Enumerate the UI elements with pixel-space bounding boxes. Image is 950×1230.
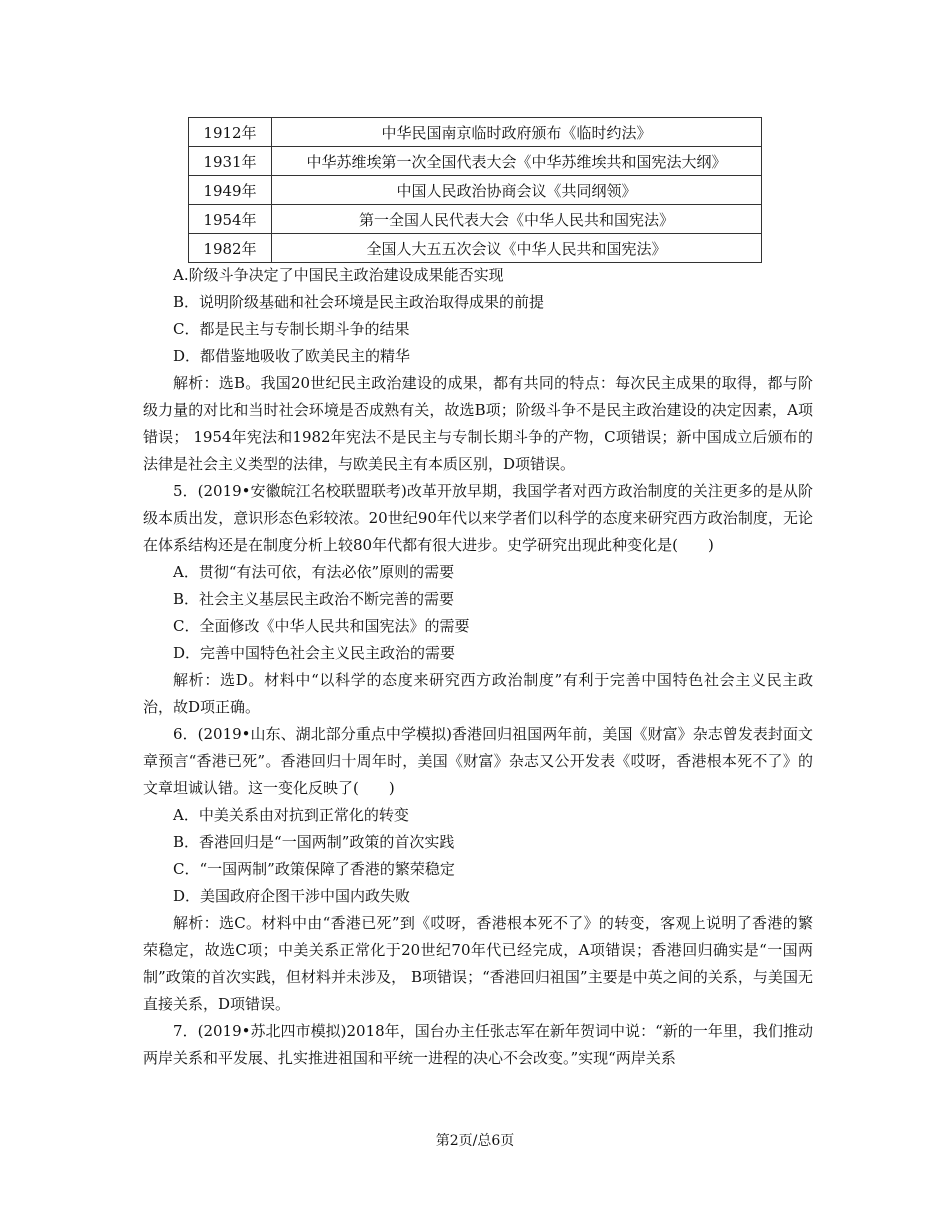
year-cell: 1931年 <box>189 147 272 176</box>
q6-option-b: B．香港回归是“一国两制”政策的首次实践 <box>173 833 455 851</box>
q6-option-a: A．中美关系由对抗到正常化的转变 <box>173 806 409 824</box>
q7-stem: 7．(2019•苏北四市模拟)2018年，国台办主任张志军在新年贺词中说：“新的一年里，我们推动两岸关系和平发展、扎实推进祖国和平统一进程的决心不会改变。”实现“两岸关系 <box>143 1022 813 1067</box>
year-cell: 1954年 <box>189 205 272 234</box>
q4-option-b: B．说明阶级基础和社会环境是民主政治取得成果的前提 <box>173 293 545 311</box>
q6-option-d: D．美国政府企图干涉中国内政失败 <box>173 887 411 905</box>
event-cell: 中国人民政治协商会议《共同纲领》 <box>272 176 762 205</box>
q6-stem: 6．(2019•山东、湖北部分重点中学模拟)香港回归祖国两年前，美国《财富》杂志曾发表封面文章预言“香港已死”。香港回归十周年时，美国《财富》杂志又公开发表《哎呀，香港根本死不了》的文章坦诚认错。这一变化反映了( ) <box>143 725 813 797</box>
event-cell: 第一全国人民代表大会《中华人民共和国宪法》 <box>272 205 762 234</box>
year-cell: 1982年 <box>189 234 272 263</box>
q4-option-a: A.阶级斗争决定了中国民主政治建设成果能否实现 <box>173 266 504 284</box>
q5-stem: 5．(2019•安徽皖江名校联盟联考)改革开放早期，我国学者对西方政治制度的关注更多的是从阶级本质出发，意识形态色彩较浓。20世纪90年代以来学者们以科学的态度来研究西方政治制度，无论在体系结构还是在制度分析上较80年代都有很大进步。史学研究出现此种变化是( ) <box>143 482 813 554</box>
table-row <box>189 205 762 234</box>
table-row <box>189 176 762 205</box>
q5-option-c: C．全面修改《中华人民共和国宪法》的需要 <box>173 617 470 635</box>
q6-option-c: C．“一国两制”政策保障了香港的繁荣稳定 <box>173 860 455 878</box>
question-content <box>143 262 813 1072</box>
event-cell: 中华民国南京临时政府颁布《临时约法》 <box>272 118 762 147</box>
year-cell: 1949年 <box>189 176 272 205</box>
q5-analysis: 解析：选D。材料中“以科学的态度来研究西方政治制度”有利于完善中国特色社会主义民主政治，故D项正确。 <box>143 671 813 716</box>
constitution-timeline-table <box>188 117 762 263</box>
q4-analysis: 解析：选B。我国20世纪民主政治建设的成果，都有共同的特点：每次民主成果的取得，都与阶级力量的对比和当时社会环境是否成熟有关，故选B项；阶级斗争不是民主政治建设的决定因素，A项错误； 1954年宪法和1982年宪法不是民主与专制长期斗争的产物，C项错误；新中国成立后颁布的法律是社会主义类型的法律，与欧美民主有本质区别，D项错误。 <box>143 374 813 473</box>
q5-option-a: A．贯彻“有法可依，有法必依”原则的需要 <box>173 563 455 581</box>
q4-option-c: C．都是民主与专制长期斗争的结果 <box>173 320 410 338</box>
year-cell: 1912年 <box>189 118 272 147</box>
q5-option-b: B．社会主义基层民主政治不断完善的需要 <box>173 590 455 608</box>
event-cell: 中华苏维埃第一次全国代表大会《中华苏维埃共和国宪法大纲》 <box>272 147 762 176</box>
table-row <box>189 118 762 147</box>
q5-option-d: D．完善中国特色社会主义民主政治的需要 <box>173 644 456 662</box>
page-number: 第2页/总6页 <box>435 1133 515 1149</box>
q6-analysis: 解析：选C。材料中由“香港已死”到《哎呀，香港根本死不了》的转变，客观上说明了香港的繁荣稳定，故选C项；中美关系正常化于20世纪70年代已经完成，A项错误；香港回归确实是“一国两制”政策的首次实践，但材料并未涉及， B项错误；“香港回归祖国”主要是中英之间的关系，与美国无直接关系，D项错误。 <box>143 914 813 1013</box>
table-row <box>189 147 762 176</box>
table-row <box>189 234 762 263</box>
event-cell: 全国人大五五次会议《中华人民共和国宪法》 <box>272 234 762 263</box>
q4-option-d: D．都借鉴地吸收了欧美民主的精华 <box>173 347 411 365</box>
